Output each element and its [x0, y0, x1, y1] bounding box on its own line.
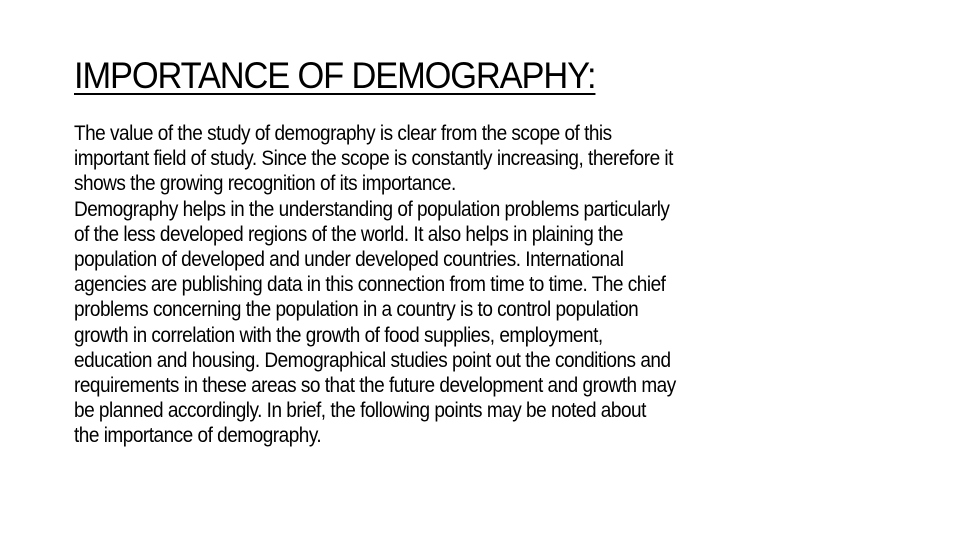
text-line: requirements in these areas so that the future development and growth may — [74, 374, 676, 398]
text-line: of the less developed regions of the world. It also helps in plaining the — [74, 222, 623, 246]
text-line: The value of the study of demography is clear from the scope of this — [74, 122, 612, 145]
text-line: problems concerning the population in a country is to control population — [74, 298, 639, 322]
paragraph-details — [74, 197, 954, 449]
paragraph-intro — [74, 121, 954, 197]
text-line: population of developed and under developed countries. International — [74, 248, 624, 272]
text-line: education and housing. Demographical studies point out the conditions and — [74, 348, 671, 372]
slide-body — [74, 121, 954, 449]
text-line: growth in correlation with the growth of food supplies, employment, — [74, 323, 603, 347]
text-line: the importance of demography. — [74, 424, 322, 448]
text-line: agencies are publishing data in this connection from time to time. The chief — [74, 273, 666, 297]
text-line: be planned accordingly. In brief, the following points may be noted about — [74, 399, 646, 423]
text-line: important field of study. Since the scope is constantly increasing, therefore it — [74, 147, 673, 171]
text-line: shows the growing recognition of its importance. — [74, 172, 456, 196]
slide-title: IMPORTANCE OF DEMOGRAPHY: — [74, 55, 596, 96]
text-line: Demography helps in the understanding of population problems particularly — [74, 197, 670, 221]
